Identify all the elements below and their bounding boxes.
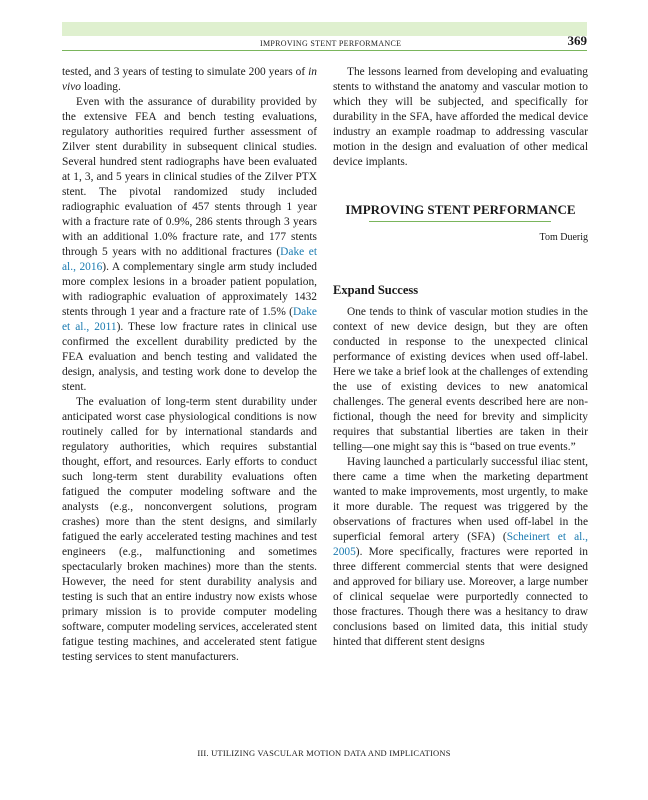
paragraph: The lessons learned from developing and evaluating stents to withstand the anatomy and vascular motion to which they will be subjected, and specifically for durability in the SFA, have afforded the medical device industry an example roadmap to addressing vascular motion in the design and evaluation of other medical device implants. <box>333 66 588 168</box>
citation-link[interactable]: Dake et al., 2011 <box>62 306 317 333</box>
citation-link[interactable]: Scheinert et al., 2005 <box>333 531 588 558</box>
author-name: Tom Duerig <box>539 232 588 243</box>
paragraph: One tends to think of vascular motion studies in the context of new device design, but they are often conducted in response to the unexpected clinical performance of existing devices when used off-label. Here we take a brief look at the challenges of extending the use of existing devices to new anatomical challenges. The general events described here are non-fictional, though the need for brevity and simplicity requires that substantial liberties are taken in their telling—one might say this is “based on true events.” <box>333 306 588 453</box>
header-rule <box>62 50 587 51</box>
running-title: IMPROVING STENT PERFORMANCE <box>260 39 402 48</box>
paragraph: The evaluation of long-term stent durability under anticipated worst case physiological conditions is now routinely called for by international standards and regulatory authorities, which requires substantial thought, effort, and resources. Early efforts to conduct such long-term stent durability evaluations often fatigued the computer modeling software and the analysts (e.g., nonconvergent solutions, program crashes) more than the stent designs, and similarly fatigued the early accelerated testing machines and test engineers (e.g., malfunctioning and sometimes spectacularly broken machines) more than the stents. However, the need for stent durability analysis and testing is such that an entire industry now exists whose primary mission is to provide computer modeling software, computer modeling services, accelerated stent fatigue testing machines, and accelerated stent fatigue testing services to stent manufacturers. <box>62 396 317 663</box>
page-footer: III. UTILIZING VASCULAR MOTION DATA AND IMPLICATIONS <box>197 748 451 758</box>
subheading: Expand Success <box>333 283 419 297</box>
emphasis: in vivo <box>62 66 317 93</box>
citation-link[interactable]: Dake et al., 2016 <box>62 246 318 273</box>
section-rule <box>369 221 551 222</box>
section-title: IMPROVING STENT PERFORMANCE <box>345 202 576 217</box>
page-number: 369 <box>567 33 587 48</box>
paragraph: tested, and 3 years of testing to simulate 200 years of in vivo loading. <box>62 66 317 93</box>
paragraph: Even with the assurance of durability provided by the extensive FEA and bench testing evaluations, regulatory authorities required further assessment of Zilver stent durability in subsequent clinical studies. Several hundred stent radiographs have been evaluated at 1, 3, and 5 years in clinical studies of the Zilver PTX stent. The pivotal randomized study included radiographic evaluation of 457 stents through 1 year with a fracture rate of 0.9%, 286 stents through 3 years with an additional 1.0% fracture rate, and 177 stents through 5 years with no additional fractures (Dake et al., 2016). A complementary single arm study included more complex lesions in a broader patient population, with radiographic evaluation of approximately 1432 stents through 1 year and a fracture rate of 1.5% (Dake et al., 2011). These low fracture rates in clinical use confirmed the excellent durability predicted by the FEA evaluation and bench testing and validated the design, analysis, and testing work done to develop the stent. <box>62 96 318 393</box>
header-band <box>62 22 587 36</box>
paragraph: Having launched a particularly successful iliac stent, there came a time when the marketing department wanted to make improvements, most urgently, to make it more durable. The request was triggered by the observations of fractures when used off-label in the superficial femoral artery (SFA) (Scheinert et al., 2005). More specifically, fractures were reported in three different commercial stents that were designed and approved for biliary use. Moreover, a large number of clinical sequelae were purportedly connected to those fractures. Though there was a hesitancy to draw conclusions based on limited data, this initial study hinted that different stent designs <box>333 456 588 648</box>
left-column <box>62 65 317 665</box>
right-column <box>333 65 588 650</box>
